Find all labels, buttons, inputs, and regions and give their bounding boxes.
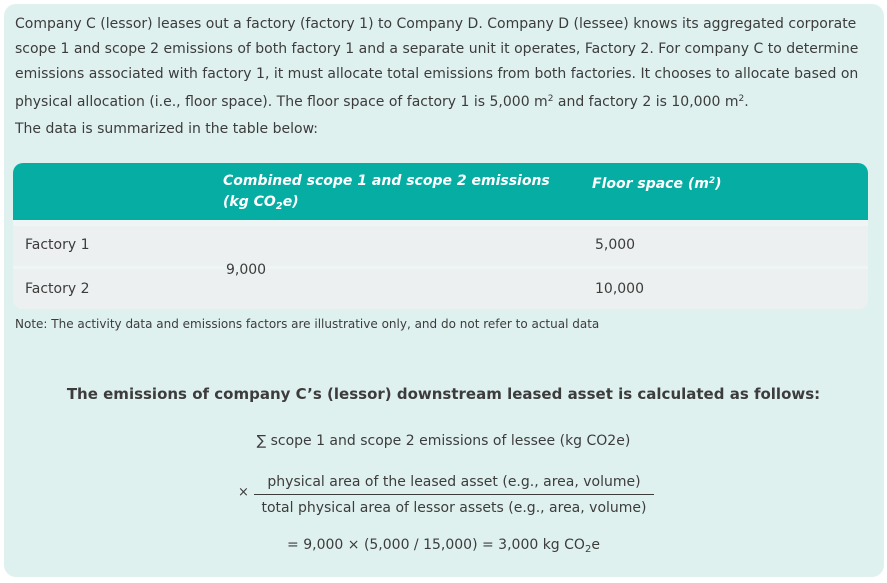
formula-result bbox=[0, 537, 887, 555]
row-name-factory-1: Factory 1 bbox=[25, 237, 90, 253]
intro-paragraph bbox=[15, 12, 865, 115]
unit-superscript-1: 2 bbox=[547, 94, 554, 104]
header-floor-text-a: Floor space (m bbox=[592, 176, 709, 192]
result-text-a: = 9,000 × (5,000 / 15,000) = 3,000 kg CO bbox=[287, 537, 585, 553]
result-subscript: 2 bbox=[584, 544, 592, 555]
multiply-symbol: × bbox=[238, 485, 249, 500]
calculation-title: The emissions of company C’s (lessor) downstream leased asset is calculated as follows: bbox=[66, 385, 821, 403]
row-name-factory-2: Factory 2 bbox=[25, 281, 90, 297]
table-row bbox=[13, 226, 868, 266]
header-floor-space bbox=[592, 171, 842, 195]
intro-text-c: . bbox=[744, 94, 749, 110]
fraction-bar bbox=[254, 494, 654, 495]
header-emissions-text-a: Combined scope 1 and scope 2 emissions (kg CO bbox=[223, 173, 550, 210]
table-note: Note: The activity data and emissions factors are illustrative only, and do not refer to actual data bbox=[15, 317, 600, 331]
header-emissions-text-b: e) bbox=[282, 194, 299, 210]
formula-sum-line: ∑ scope 1 and scope 2 emissions of lessee (kg CO2e) bbox=[256, 433, 631, 449]
summary-line: The data is summarized in the table below: bbox=[15, 121, 318, 137]
intro-text-b: and factory 2 is 10,000 m bbox=[553, 94, 739, 110]
header-emissions-subscript: 2 bbox=[275, 201, 283, 212]
fraction-denominator: total physical area of lessor assets (e.g., area, volume) bbox=[261, 500, 647, 516]
table-header bbox=[13, 163, 868, 220]
result-text-b: e bbox=[591, 537, 600, 553]
data-table bbox=[13, 163, 868, 309]
row-floor-space-factory-2: 10,000 bbox=[595, 281, 644, 297]
header-floor-superscript: 2 bbox=[708, 176, 716, 186]
header-floor-text-b: ) bbox=[715, 176, 722, 192]
row-floor-space-factory-1: 5,000 bbox=[595, 237, 636, 253]
table-row bbox=[13, 269, 868, 309]
formula-fraction bbox=[254, 472, 654, 518]
intro-text-a: Company C (lessor) leases out a factory (factory 1) to Company D. Company D (lessee) knows its aggregated corporate scope 1 and scope 2 emissions of both factory 1 and a separate unit it operates, Factory 2. For company C to determine emissions associated with factory 1, it must allocate total emissions from both factories. It chooses to allocate based on physical allocation (i.e., floor space). The floor space of factory 1 is 5,000 m bbox=[15, 16, 859, 110]
fraction-numerator: physical area of the leased asset (e.g., area, volume) bbox=[267, 474, 641, 490]
combined-emissions-value: 9,000 bbox=[226, 262, 267, 278]
header-emissions bbox=[223, 171, 573, 217]
unit-superscript-2: 2 bbox=[738, 94, 745, 104]
